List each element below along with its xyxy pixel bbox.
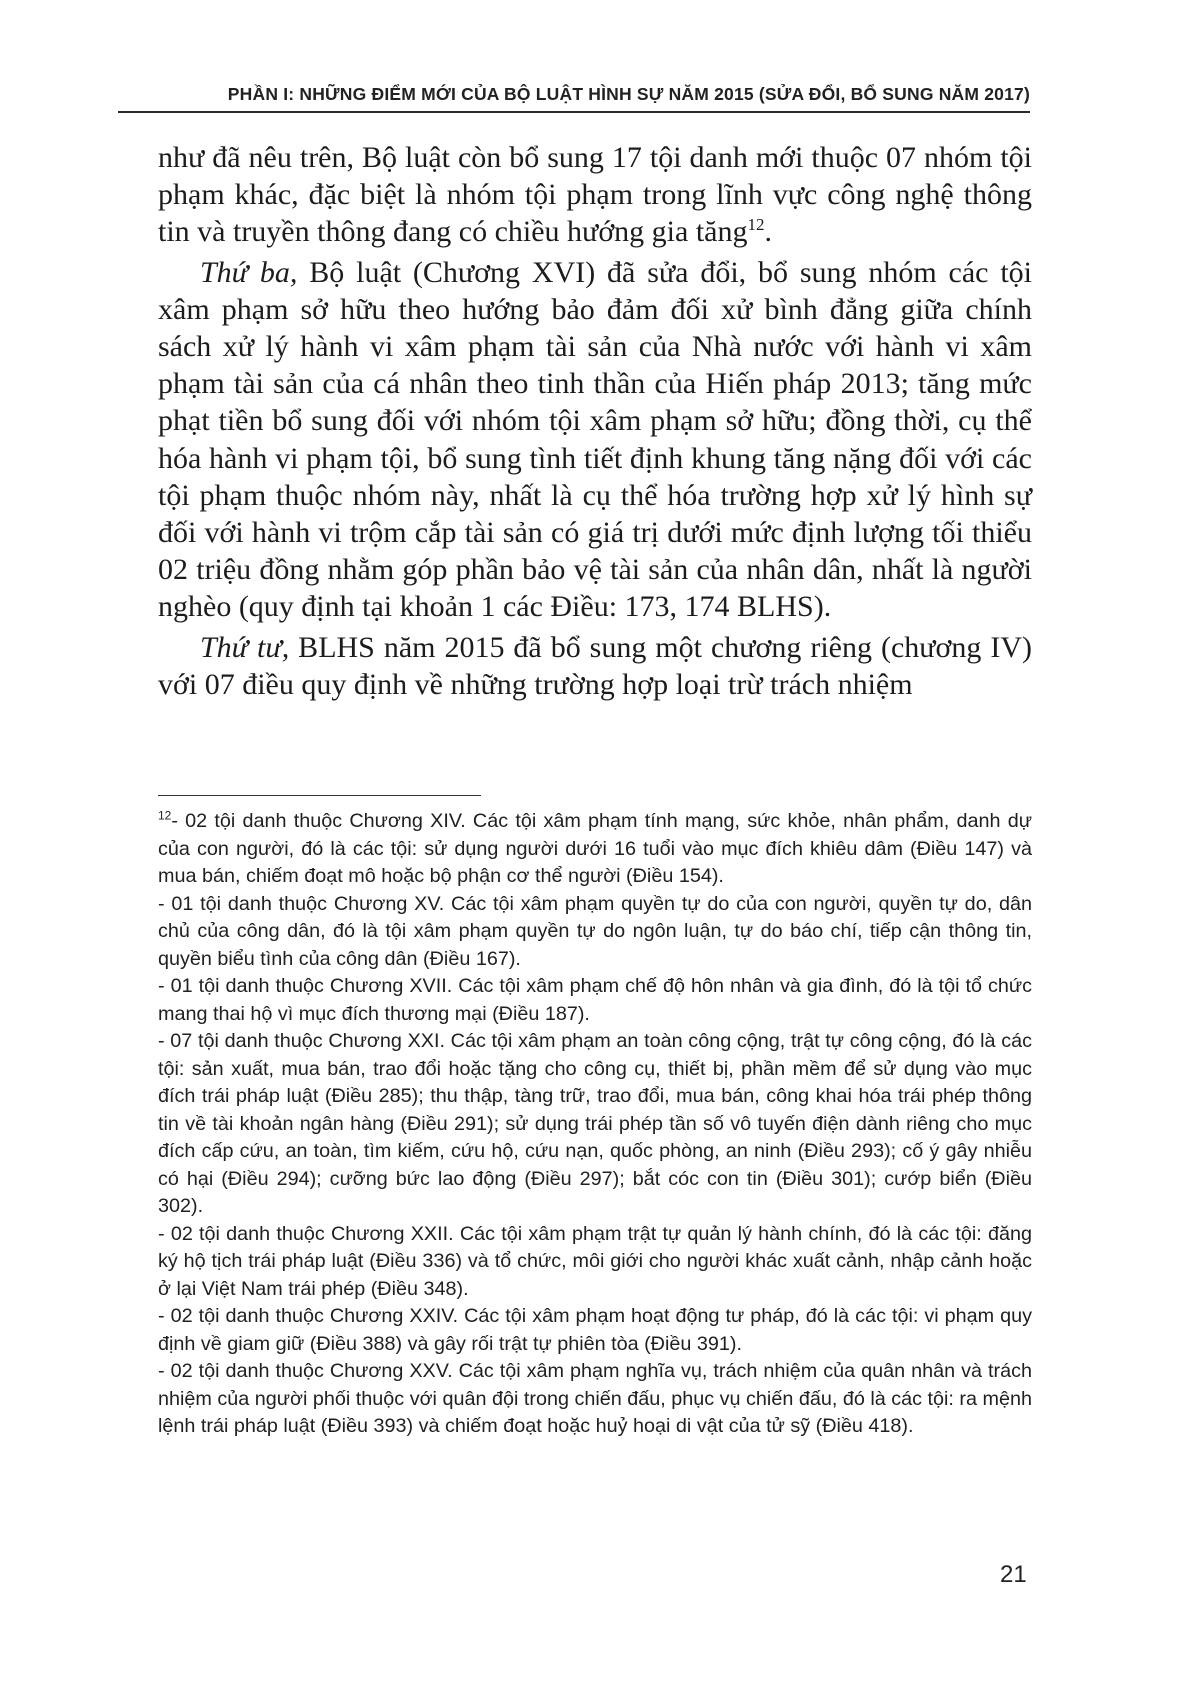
running-header: PHẦN I: NHỮNG ĐIỂM MỚI CỦA BỘ LUẬT HÌNH SỰ NĂM 2015 (SỬA ĐỔI, BỔ SUNG NĂM 2017) [227,84,1030,104]
footnote-reference[interactable]: 12 [747,215,765,235]
paragraph-lead-in: Thứ ba, [200,255,298,289]
footnote-text: - 02 tội danh thuộc Chương XIV. Các tội xâm phạm tính mạng, sức khỏe, nhân phẩm, danh dự của con người, đó là các tội: sử dụng người dưới 16 tuổi vào mục đích khiêu dâm (Điều 147) và mua bán, chiếm đoạt mô hoặc bộ phận cơ thể người (Điều 154). [158,810,1032,887]
footnote-item: - 01 tội danh thuộc Chương XV. Các tội xâm phạm quyền tự do của con người, quyền tự do, dân chủ của công dân, đó là tội xâm phạm quyền tự do ngôn luận, tự do báo chí, tiếp cận thông tin, quyền biểu tình của công dân (Điều 167). [158,892,1032,970]
footnote-marker: 12 [158,808,172,823]
footnote-item: - 02 tội danh thuộc Chương XXII. Các tội xâm phạm trật tự quản lý hành chính, đó là các tội: đăng ký hộ tịch trái pháp luật (Điều 336) và tổ chức, môi giới cho người khác xuất cảnh, nhập cảnh hoặc ở lại Việt Nam trái phép (Điều 348). [158,1222,1032,1300]
footnote-item: - 02 tội danh thuộc Chương XXIV. Các tội xâm phạm hoạt động tư pháp, đó là các tội: vi phạm quy định về giam giữ (Điều 388) và gây rối trật tự phiên tòa (Điều 391). [158,1305,1032,1355]
paragraph-end: . [764,215,772,249]
paragraph-continuation [158,139,1032,251]
header-rule [118,111,1030,113]
paragraph-thu-ba [158,254,1032,626]
footnote-item [158,808,1032,891]
footnote-item: - 07 tội danh thuộc Chương XXI. Các tội xâm phạm an toàn công cộng, trật tự công cộng, đó là các tội: sản xuất, mua bán, trao đổi hoặc tặng cho công cụ, thiết bị, phần mềm để sử dụng vào mục đích trái pháp luật (Điều 285); thu thập, tàng trữ, trao đổi, mua bán, công khai hóa trái phép thông tin về tài khoản ngân hàng (Điều 291); sử dụng trái phép tần số vô tuyến điện dành riêng cho mục đích cấp cứu, an toàn, tìm kiếm, cứu hộ, cứu nạn, quốc phòng, an ninh (Điều 293); cố ý gây nhiễu có hại (Điều 294); cưỡng bức lao động (Điều 297); bắt cóc con tin (Điều 301); cướp biển (Điều 302). [158,1030,1032,1217]
paragraph-lead-in: Thứ tư, [200,630,290,664]
footnote-separator [158,795,481,796]
paragraph-text: như đã nêu trên, Bộ luật còn bổ sung 17 tội danh mới thuộc 07 nhóm tội phạm khác, đặc biệt là nhóm tội phạm trong lĩnh vực công nghệ thông tin và truyền thông đang có chiều hướng gia tăng [158,141,1032,249]
footnote-item: - 01 tội danh thuộc Chương XVII. Các tội xâm phạm chế độ hôn nhân và gia đình, đó là tội tổ chức mang thai hộ vì mục đích thương mại (Điều 187). [158,975,1032,1025]
footnotes [158,808,1032,1441]
footnote-item: - 02 tội danh thuộc Chương XXV. Các tội xâm phạm nghĩa vụ, trách nhiệm của quân nhân và trách nhiệm của người phối thuộc với quân đội trong chiến đấu, phục vụ chiến đấu, đó là các tội: ra mệnh lệnh trái pháp luật (Điều 393) và chiếm đoạt hoặc huỷ hoại di vật của tử sỹ (Điều 418). [158,1360,1032,1437]
page-number: 21 [1000,1561,1027,1588]
main-text [158,139,1032,703]
paragraph-text: Bộ luật (Chương XVI) đã sửa đổi, bổ sung nhóm các tội xâm phạm sở hữu theo hướng bảo đảm đối xử bình đẳng giữa chính sách xử lý hành vi xâm phạm tài sản của Nhà nước với hành vi xâm phạm tài sản của cá nhân theo tinh thần của Hiến pháp 2013; tăng mức phạt tiền bổ sung đối với nhóm tội xâm phạm sở hữu; đồng thời, cụ thể hóa hành vi phạm tội, bổ sung tình tiết định khung tăng nặng đối với các tội phạm thuộc nhóm này, nhất là cụ thể hóa trường hợp xử lý hình sự đối với hành vi trộm cắp tài sản có giá trị dưới mức định lượng tối thiểu 02 triệu đồng nhằm góp phần bảo vệ tài sản của nhân dân, nhất là người nghèo (quy định tại khoản 1 các Điều: 173, 174 BLHS). [158,255,1033,624]
paragraph-thu-tu [158,629,1032,703]
paragraph-text: BLHS năm 2015 đã bổ sung một chương riêng (chương IV) với 07 điều quy định về những trường hợp loại trừ trách nhiệm [158,630,1032,701]
